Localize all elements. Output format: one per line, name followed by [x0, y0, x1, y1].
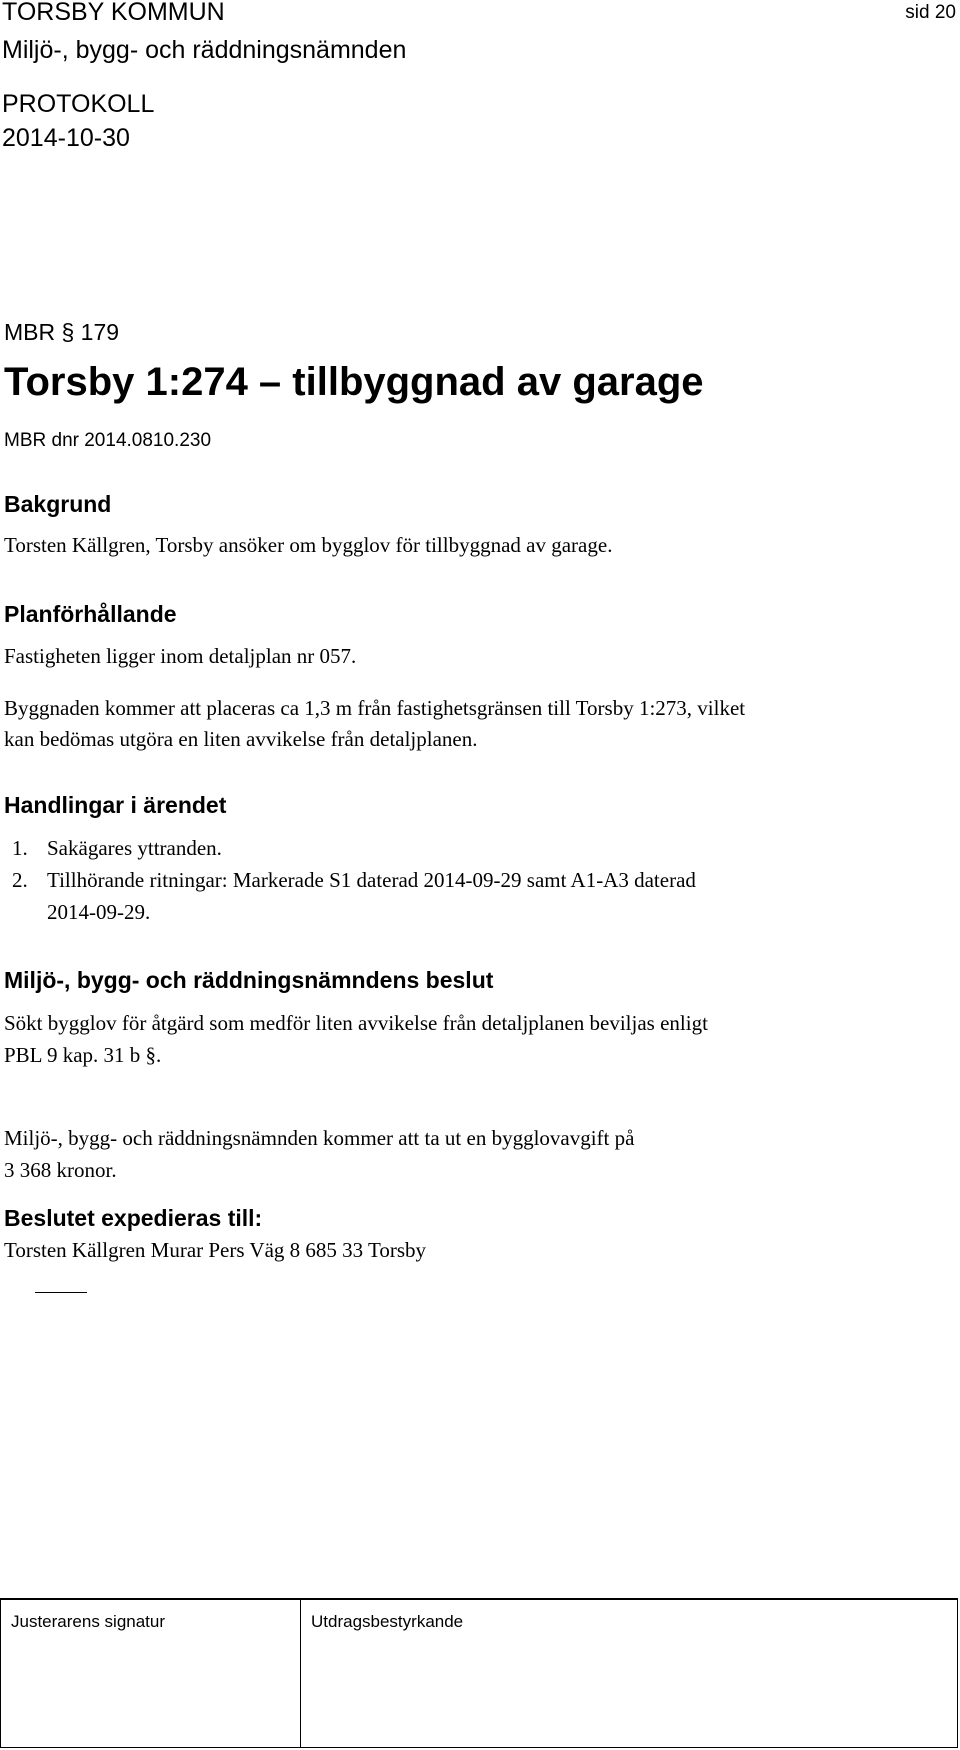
utdragsbestyrkande-label: Utdragsbestyrkande	[311, 1612, 464, 1631]
section-heading-beslut: Miljö-, bygg- och räddningsnämndens beslut	[4, 967, 494, 993]
case-registration-number: MBR dnr 2014.0810.230	[4, 430, 212, 451]
beslut-text-1-line-2: PBL 9 kap. 31 b §.	[4, 1043, 162, 1067]
expedieras-recipient: Torsten Källgren Murar Pers Väg 8 685 33 Torsby	[4, 1238, 427, 1262]
list-item-text: Tillhörande ritningar: Markerade S1 daterad 2014-09-29 samt A1-A3 daterad	[47, 868, 696, 892]
page-number: sid 20	[905, 2, 956, 23]
committee-name: Miljö-, bygg- och räddningsnämnden	[2, 36, 407, 64]
section-heading-planforhallande: Planförhållande	[4, 601, 177, 627]
paragraph-number: MBR § 179	[4, 319, 120, 345]
planforhallande-text-2-line-2: kan bedömas utgöra en liten avvikelse från detaljplanen.	[4, 727, 478, 751]
justerare-signature-label: Justerarens signatur	[11, 1612, 166, 1631]
section-heading-bakgrund: Bakgrund	[4, 491, 112, 517]
bakgrund-text: Torsten Källgren, Torsby ansöker om bygglov för tillbyggnad av garage.	[4, 533, 613, 557]
planforhallande-text-2-line-1: Byggnaden kommer att placeras ca 1,3 m från fastighetsgränsen till Torsby 1:273, vilket	[4, 696, 746, 720]
signature-cell-right	[301, 1600, 957, 1747]
section-heading-expedieras: Beslutet expedieras till:	[4, 1205, 263, 1231]
list-item-number: 1.	[12, 836, 28, 860]
document-type: PROTOKOLL	[2, 90, 155, 118]
signature-cell-left	[1, 1600, 301, 1747]
beslut-text-2-line-1: Miljö-, bygg- och räddningsnämnden kommer att ta ut en bygglovavgift på	[4, 1126, 635, 1150]
beslut-text-1-line-1: Sökt bygglov för åtgärd som medför liten avvikelse från detaljplanen beviljas enligt	[4, 1011, 708, 1035]
beslut-text-2-line-2: 3 368 kronor.	[4, 1158, 117, 1182]
list-item-number: 2.	[12, 868, 28, 892]
municipality-name: TORSBY KOMMUN	[2, 0, 225, 26]
list-item-text-continuation: 2014-09-29.	[47, 900, 151, 924]
planforhallande-text-1: Fastigheten ligger inom detaljplan nr 057.	[4, 644, 357, 668]
section-heading-handlingar: Handlingar i ärendet	[4, 792, 227, 818]
document-date: 2014-10-30	[2, 124, 130, 152]
case-title: Torsby 1:274 – tillbyggnad av garage	[4, 360, 704, 404]
separator-line	[35, 1292, 87, 1293]
signature-table	[0, 1598, 958, 1748]
list-item-text: Sakägares yttranden.	[47, 836, 222, 860]
